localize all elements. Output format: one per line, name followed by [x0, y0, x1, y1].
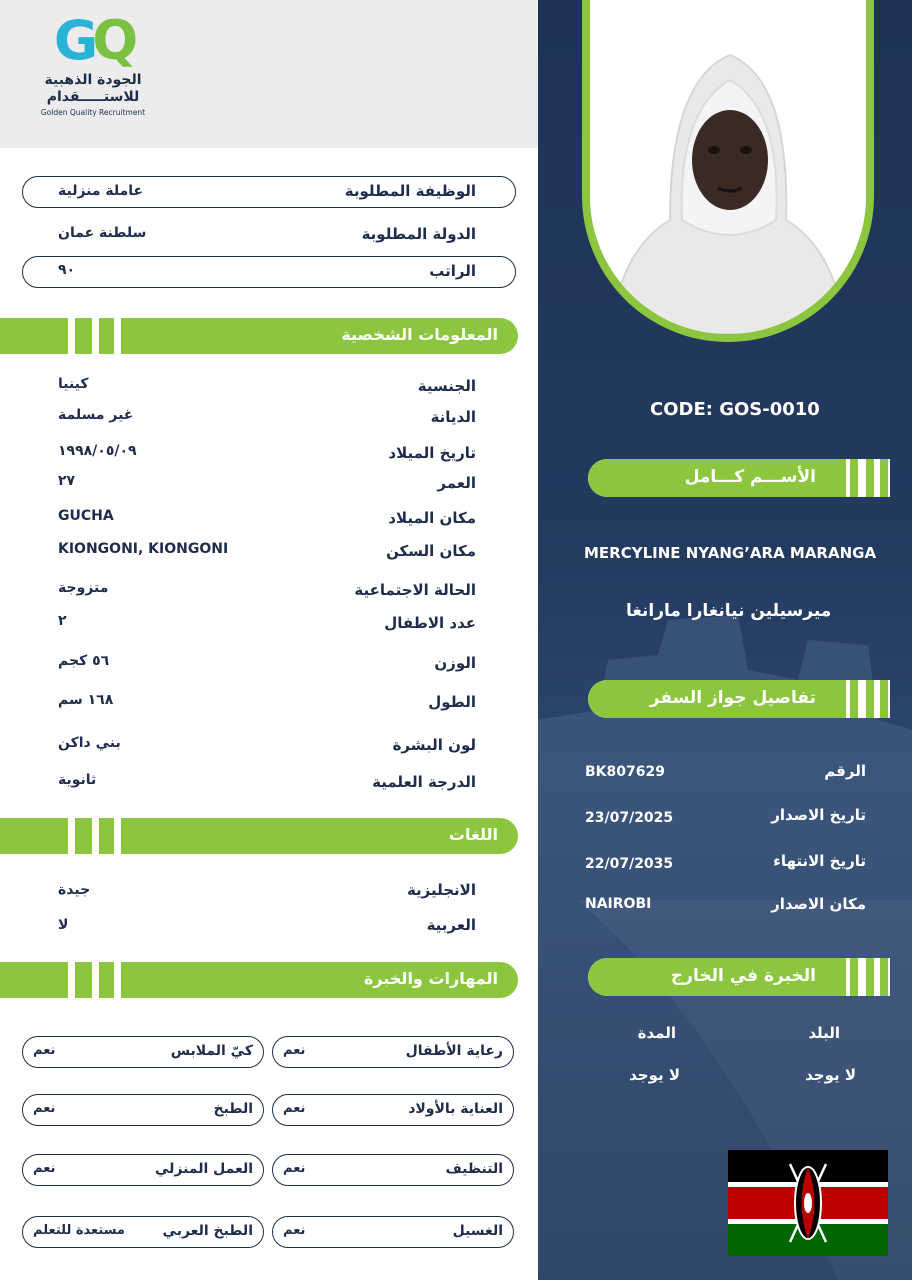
personal-info-value: ٥٦ كجم: [58, 653, 110, 669]
company-logo: [28, 10, 158, 138]
logo-arabic-line1: الجودة الذهبية: [44, 72, 142, 88]
personal-info-label: الوزن: [434, 654, 476, 672]
personal-info-value: ١٩٩٨/٠٥/٠٩: [58, 443, 137, 459]
candidate-name-en: MERCYLINE NYANG’ARA MARANGA: [584, 544, 877, 562]
experience-duration-value: لا يوجد: [629, 1066, 680, 1084]
personal-info-value: ١٦٨ سم: [58, 692, 114, 708]
personal-info-value: كينيا: [58, 376, 89, 392]
personal-info-header: [0, 318, 518, 354]
personal-info-label: مكان السكن: [386, 542, 476, 560]
personal-info-value: ٢٧: [58, 473, 76, 489]
personal-info-value: متزوجة: [58, 580, 109, 596]
personal-info-value: ٢: [58, 613, 67, 629]
personal-info-title: المعلومات الشخصية: [341, 325, 498, 344]
job-salary-value: ٩٠: [58, 262, 76, 278]
personal-info-label: الجنسية: [417, 377, 476, 395]
full-name-header: [588, 459, 890, 497]
languages-header: [0, 818, 518, 854]
logo-monogram: GQ: [53, 9, 133, 72]
job-position-label: الوظيفة المطلوبة: [344, 182, 476, 200]
candidate-code: CODE: GOS-0010: [650, 399, 820, 420]
kenya-flag-icon: [728, 1150, 888, 1256]
stripes-decoration: [68, 962, 128, 998]
personal-info-label: عدد الاطفال: [384, 614, 476, 632]
personal-info-value: KIONGONI, KIONGONI: [58, 541, 229, 557]
experience-duration-header: المدة: [637, 1024, 676, 1042]
personal-info-label: الديانة: [430, 408, 476, 426]
skill-item: التنظيف نعم: [272, 1154, 514, 1186]
stripes-decoration: [68, 818, 128, 854]
personal-info-label: الطول: [428, 693, 476, 711]
languages-title: اللغات: [448, 825, 498, 844]
personal-info-value: غير مسلمة: [58, 407, 134, 423]
experience-country-value: لا يوجد: [805, 1066, 856, 1084]
passport-label: مكان الاصدار: [771, 895, 866, 913]
personal-info-label: العمر: [437, 474, 476, 492]
skills-header: [0, 962, 518, 998]
stripes-decoration: [846, 680, 890, 718]
personal-info-label: لون البشرة: [392, 736, 476, 754]
passport-title: تفاصيل جواز السفر: [649, 688, 816, 708]
skill-item: رعاية الأطفال نعم: [272, 1036, 514, 1068]
skill-item: الطبخ العربي مستعدة للتعلم: [22, 1216, 264, 1248]
skill-item: العناية بالأولاد نعم: [272, 1094, 514, 1126]
logo-arabic-line2: للاستـــــقدام: [46, 89, 140, 105]
passport-label: تاريخ الاصدار: [771, 806, 866, 824]
personal-info-label: تاريخ الميلاد: [388, 444, 476, 462]
logo-english: Golden Quality Recruitment: [40, 108, 146, 117]
experience-header: [588, 958, 890, 996]
personal-info-label: مكان الميلاد: [388, 509, 476, 527]
personal-info-value: ثانوية: [58, 772, 97, 788]
personal-info-value: GUCHA: [58, 508, 114, 524]
experience-title: الخبرة في الخارج: [670, 966, 816, 986]
skills-title: المهارات والخبرة: [363, 969, 498, 988]
candidate-name-ar: ميرسيلين نيانغارا مارانغا: [626, 601, 832, 621]
job-country-label: الدولة المطلوبة: [361, 225, 476, 243]
passport-label: تاريخ الانتهاء: [773, 852, 866, 870]
skill-item: الغسيل نعم: [272, 1216, 514, 1248]
skill-item: كيّ الملابس نعم: [22, 1036, 264, 1068]
job-country-value: سلطنة عمان: [58, 225, 147, 241]
personal-info-value: بني داكن: [58, 735, 121, 751]
personal-info-label: الحالة الاجتماعية: [354, 581, 476, 599]
skill-item: العمل المنزلي نعم: [22, 1154, 264, 1186]
personal-info-label: الدرجة العلمية: [372, 773, 476, 791]
full-name-title: الأســـم كـــامل: [684, 467, 816, 487]
passport-value: 23/07/2025: [585, 810, 674, 826]
language-value: جيدة: [58, 882, 91, 898]
passport-value: BK807629: [585, 764, 665, 780]
candidate-photo: [590, 0, 866, 334]
passport-value: 22/07/2035: [585, 856, 674, 872]
stripes-decoration: [846, 459, 890, 497]
job-position-value: عاملة منزلية: [58, 183, 144, 199]
job-salary-label: الراتب: [429, 262, 476, 280]
stripes-decoration: [846, 958, 890, 996]
experience-country-header: البلد: [808, 1024, 840, 1042]
language-label: العربية: [426, 916, 476, 934]
passport-header: [588, 680, 890, 718]
stripes-decoration: [68, 318, 128, 354]
skill-item: الطبخ نعم: [22, 1094, 264, 1126]
passport-label: الرقم: [824, 762, 866, 780]
language-value: لا: [58, 917, 69, 933]
passport-value: NAIROBI: [585, 896, 652, 912]
language-label: الانجليزية: [406, 881, 476, 899]
